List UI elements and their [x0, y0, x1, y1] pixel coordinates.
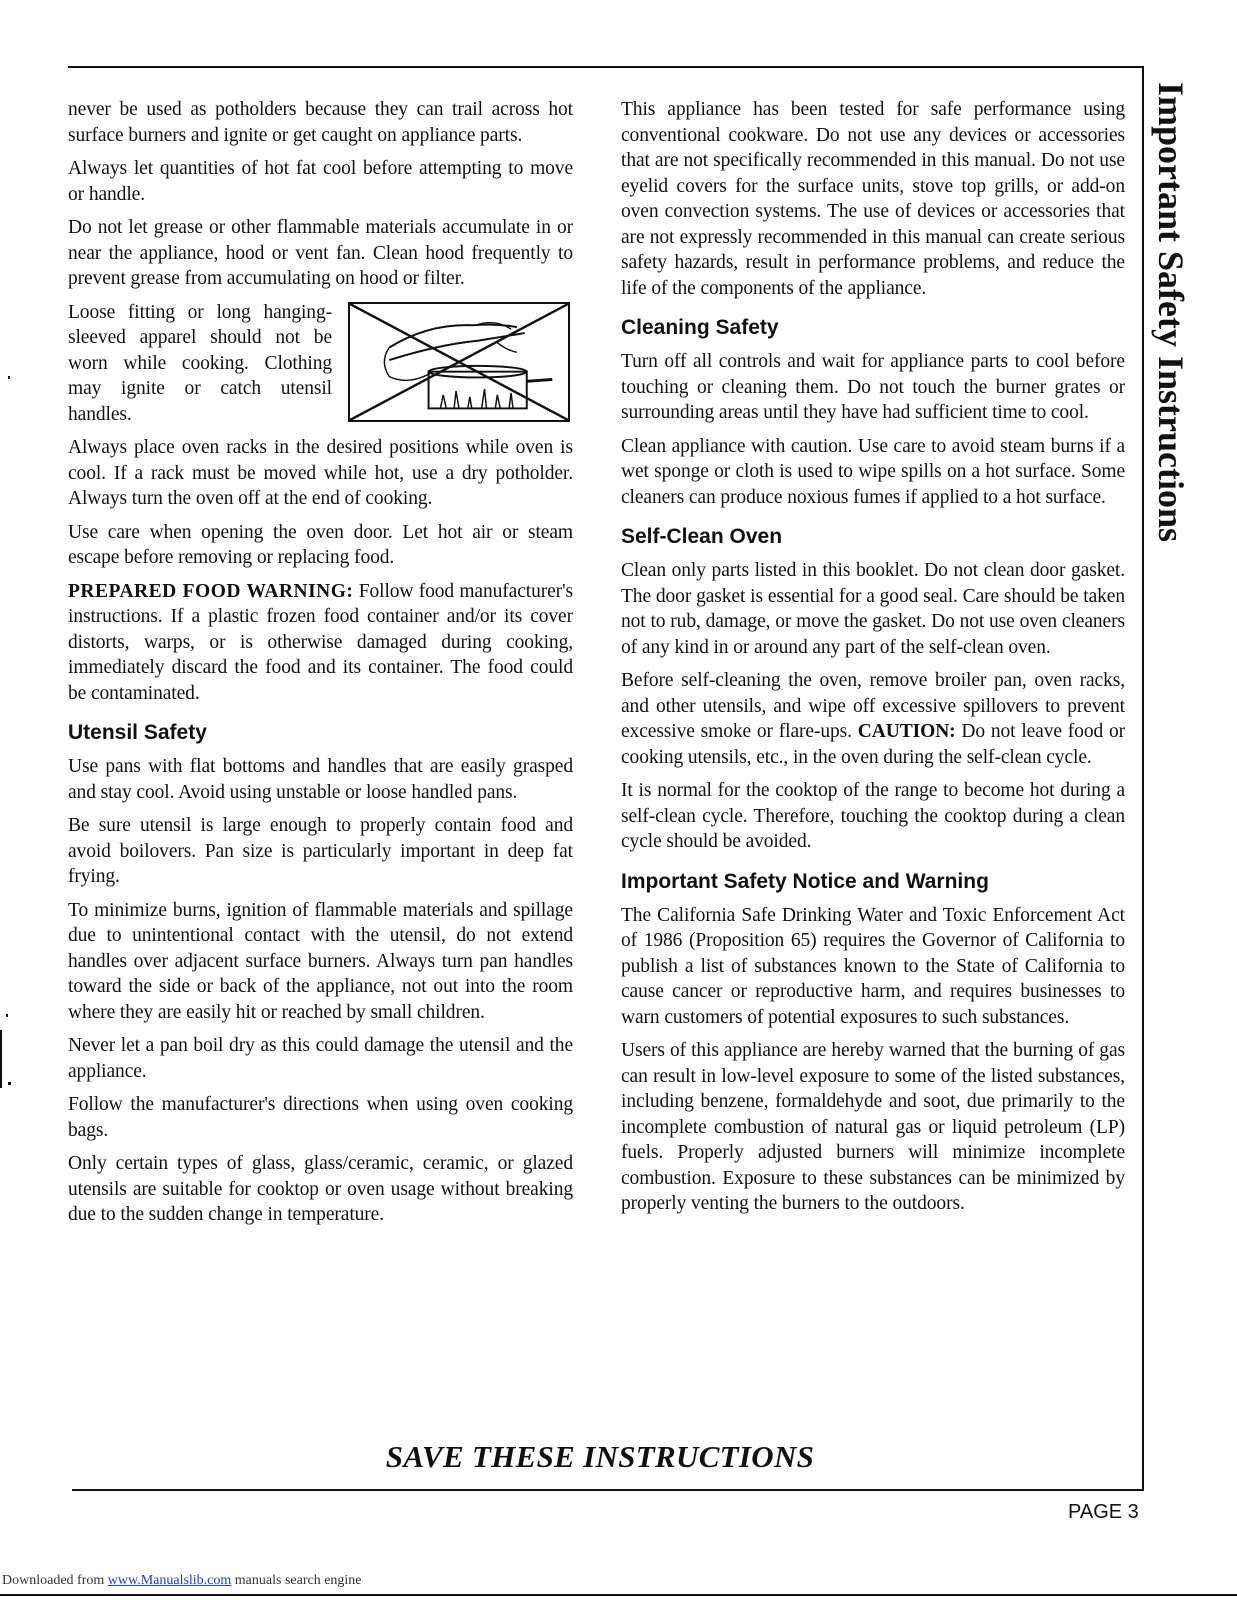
paragraph: Clean appliance with caution. Use care to avoid steam burns if a wet sponge or cloth is used to wipe spills on a hot surface. Some cleaners can produce noxious fumes if applied to a hot surface.	[621, 435, 1125, 508]
paragraph: It is normal for the cooktop of the range to become hot during a self-clean cycle. Therefore, touching the cooktop during a clean cycle should be avoided.	[621, 780, 1125, 852]
paragraph	[621, 668, 1125, 770]
right-column	[621, 97, 1125, 1225]
paragraph: Never let a pan boil dry as this could damage the utensil and the appliance.	[68, 1035, 573, 1082]
paragraph: Loose fitting or long hanging-sleeved apparel should not be worn while cooking. Clothing may ignite or catch utensil handles.	[68, 301, 332, 425]
apparel-warning-block	[68, 300, 573, 428]
paragraph: Always place oven racks in the desired positions while oven is cool. If a rack must be moved while hot, use a dry potholder. Always turn the oven off at the end of cooking.	[68, 437, 573, 509]
paragraph: Do not let grease or other flammable materials accumulate in or near the appliance, hood or vent fan. Clean hood frequently to prevent grease from accumulating on hood or filter.	[68, 217, 573, 289]
top-rule	[68, 66, 1143, 68]
paragraph: Use care when opening the oven door. Let hot air or steam escape before removing or replacing food.	[68, 521, 573, 568]
caution-text: Do not leave food or cooking utensils, etc., in the oven during the self-clean cycle.	[621, 721, 1125, 768]
save-instructions-banner: SAVE THESE INSTRUCTIONS	[385, 1439, 815, 1474]
paragraph: Use pans with flat bottoms and handles that are easily grasped and stay cool. Avoid using unstable or loose handled pans.	[68, 756, 573, 803]
margin-tick-mark	[8, 376, 10, 379]
section-heading-safety-notice: Important Safety Notice and Warning	[621, 869, 989, 893]
paragraph: Be sure utensil is large enough to properly contain food and avoid boilovers. Pan size is particularly important in deep fat frying.	[68, 815, 573, 887]
section-heading-self-clean-oven: Self-Clean Oven	[621, 525, 783, 548]
caution-lead: CAUTION:	[857, 721, 956, 742]
paragraph: To minimize burns, ignition of flammable materials and spillage due to unintentional contact with the utensil, do not extend handles over adjacent surface burners. Always turn pan handles toward the side or back of the appliance, not out into the room where they are easily hit or reached by small children.	[68, 899, 573, 1023]
margin-bar-mark	[0, 1030, 2, 1088]
footer-prefix: Downloaded from	[2, 1573, 108, 1588]
warning-lead: PREPARED FOOD WARNING:	[68, 580, 354, 602]
margin-tick-mark	[6, 1014, 8, 1017]
paragraph: Users of this appliance are hereby warned that the burning of gas can result in low-level exposure to some of the listed substances, including benzene, formaldehyde and soot, due primarily to the incomplete combustion of natural gas or liquid petroleum (LP) fuels. Properly adjusted burners will minimize incomplete combustion. Exposure to these substances can be minimized by properly venting the burners to the outdoors.	[621, 1040, 1125, 1214]
paragraph: Always let quantities of hot fat cool before attempting to move or handle.	[68, 158, 573, 205]
section-heading-cleaning-safety: Cleaning Safety	[621, 316, 779, 339]
warning-text: Follow food manufacturer's instructions. If a plastic frozen food container and/or its cover distorts, warps, or is otherwise damaged during cooking, immediately discard the food and its container. The food could be contaminated.	[68, 580, 573, 704]
paragraph: Clean only parts listed in this booklet. Do not clean door gasket. The door gasket is essential for a good seal. Care should be taken not to rub, damage, or move the gasket. Do not use oven cleaners of any kind in or around any part of the self-clean oven.	[621, 560, 1125, 658]
paragraph-text: Before self-cleaning the oven, remove broiler pan, oven racks, and other utensils, and wipe off excessive spillovers to prevent excessive smoke or flare-ups.	[621, 670, 1125, 742]
paragraph: This appliance has been tested for safe performance using conventional cookware. Do not use any devices or accessories that are not specifically recommended in this manual. Do not use eyelid covers for the surface units, stove top grills, or add-on oven convection systems. The use of devices or accessories that are not expressly recommended in this manual can create serious safety hazards, result in performance problems, and reduce the life of the components of the appliance.	[621, 99, 1125, 299]
bottom-rule	[72, 1489, 1144, 1491]
paragraph: Only certain types of glass, glass/ceramic, ceramic, or glazed utensils are suitable for cooktop or oven usage without breaking due to the sudden change in temperature.	[68, 1153, 573, 1225]
download-footer	[2, 1572, 362, 1590]
no-loose-sleeves-illustration	[348, 302, 570, 422]
margin-tick-mark	[8, 1082, 11, 1085]
left-column	[68, 97, 573, 1236]
right-rule	[1142, 66, 1144, 1490]
prepared-food-warning	[68, 579, 573, 707]
page-number: PAGE 3	[1068, 1501, 1139, 1523]
paragraph: The California Safe Drinking Water and Toxic Enforcement Act of 1986 (Proposition 65) requires the Governor of California to publish a list of substances known to the State of California to cause cancer or reproductive harm, and requires businesses to warn customers of potential exposures to such substances.	[621, 904, 1125, 1028]
manualslib-link[interactable]: www.Manualslib.com	[107, 1573, 232, 1588]
side-title: Important Safety Instructions	[1151, 82, 1191, 543]
footer-rule	[0, 1594, 1237, 1596]
no-loose-sleeves-icon	[350, 304, 568, 420]
paragraph: Follow the manufacturer's directions when using oven cooking bags.	[68, 1094, 573, 1141]
footer-suffix: manuals search engine	[231, 1573, 362, 1588]
paragraph: never be used as potholders because they can trail across hot surface burners and ignite or get caught on appliance parts.	[68, 99, 573, 146]
paragraph: Turn off all controls and wait for appliance parts to cool before touching or cleaning them. Do not touch the burner grates or surrounding areas until they have had sufficient time to cool.	[621, 351, 1125, 423]
section-heading-utensil-safety: Utensil Safety	[68, 721, 207, 744]
